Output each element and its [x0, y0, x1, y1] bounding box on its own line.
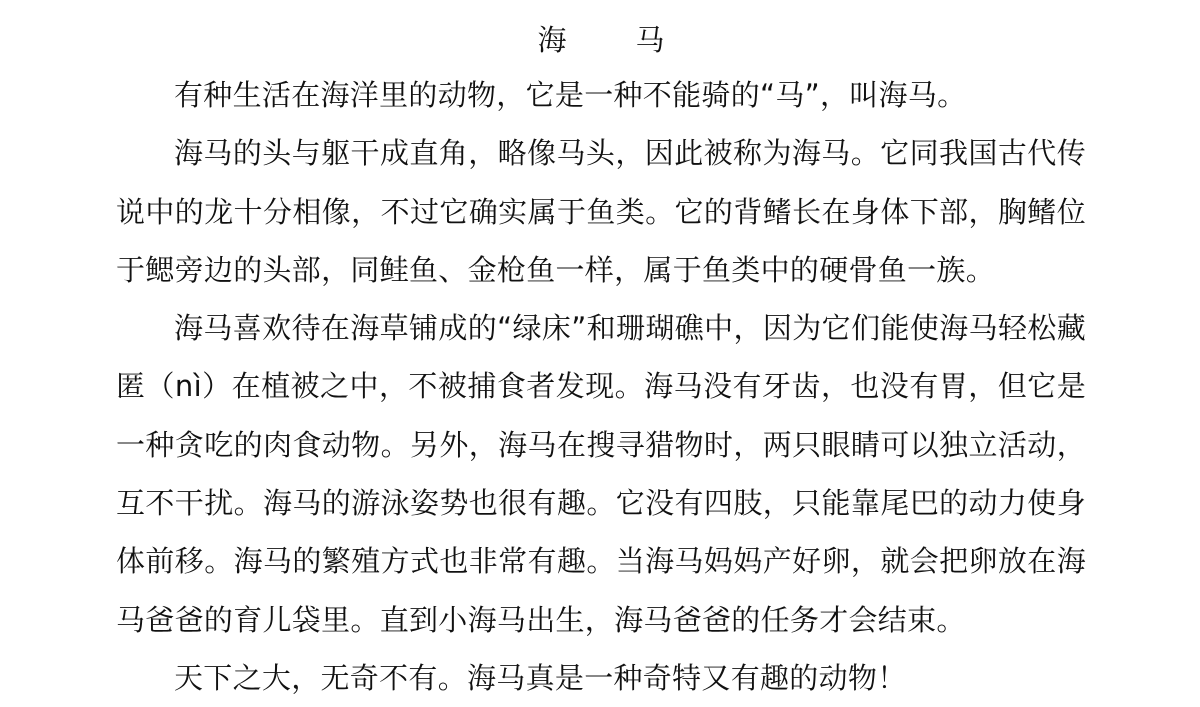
- paragraph-2: 海马的头与躯干成直角，略像马头，因此被称为海马。它同我国古代传说中的龙十分相像，不过它确实属于鱼类。它的背鳍长在身体下部，胸鳍位于鳃旁边的头部，同鲑鱼、金枪鱼一样，属于鱼类中的硬骨鱼一族。: [116, 136, 1086, 287]
- article: [116, 14, 1086, 707]
- paragraph-3: 海马喜欢待在海草铺成的“绿床”和珊瑚礁中，因为它们能使海马轻松藏匿（nì）在植被之中，不被捕食者发现。海马没有牙齿，也没有胃，但它是一种贪吃的肉食动物。另外，海马在搜寻猎物时，两只眼睛可以独立活动，互不干扰。海马的游泳姿势也很有趣。它没有四肢，只能靠尾巴的动力使身体前移。海马的繁殖方式也非常有趣。当海马妈妈产好卵，就会把卵放在海马爸爸的育儿袋里。直到小海马出生，海马爸爸的任务才会结束。: [116, 311, 1086, 637]
- paragraph-4: 天下之大，无奇不有。海马真是一种奇特又有趣的动物！: [174, 660, 907, 695]
- paragraph-1: 有种生活在海洋里的动物，它是一种不能骑的“马”，叫海马。: [174, 78, 967, 112]
- article-title: 海 马: [537, 23, 685, 57]
